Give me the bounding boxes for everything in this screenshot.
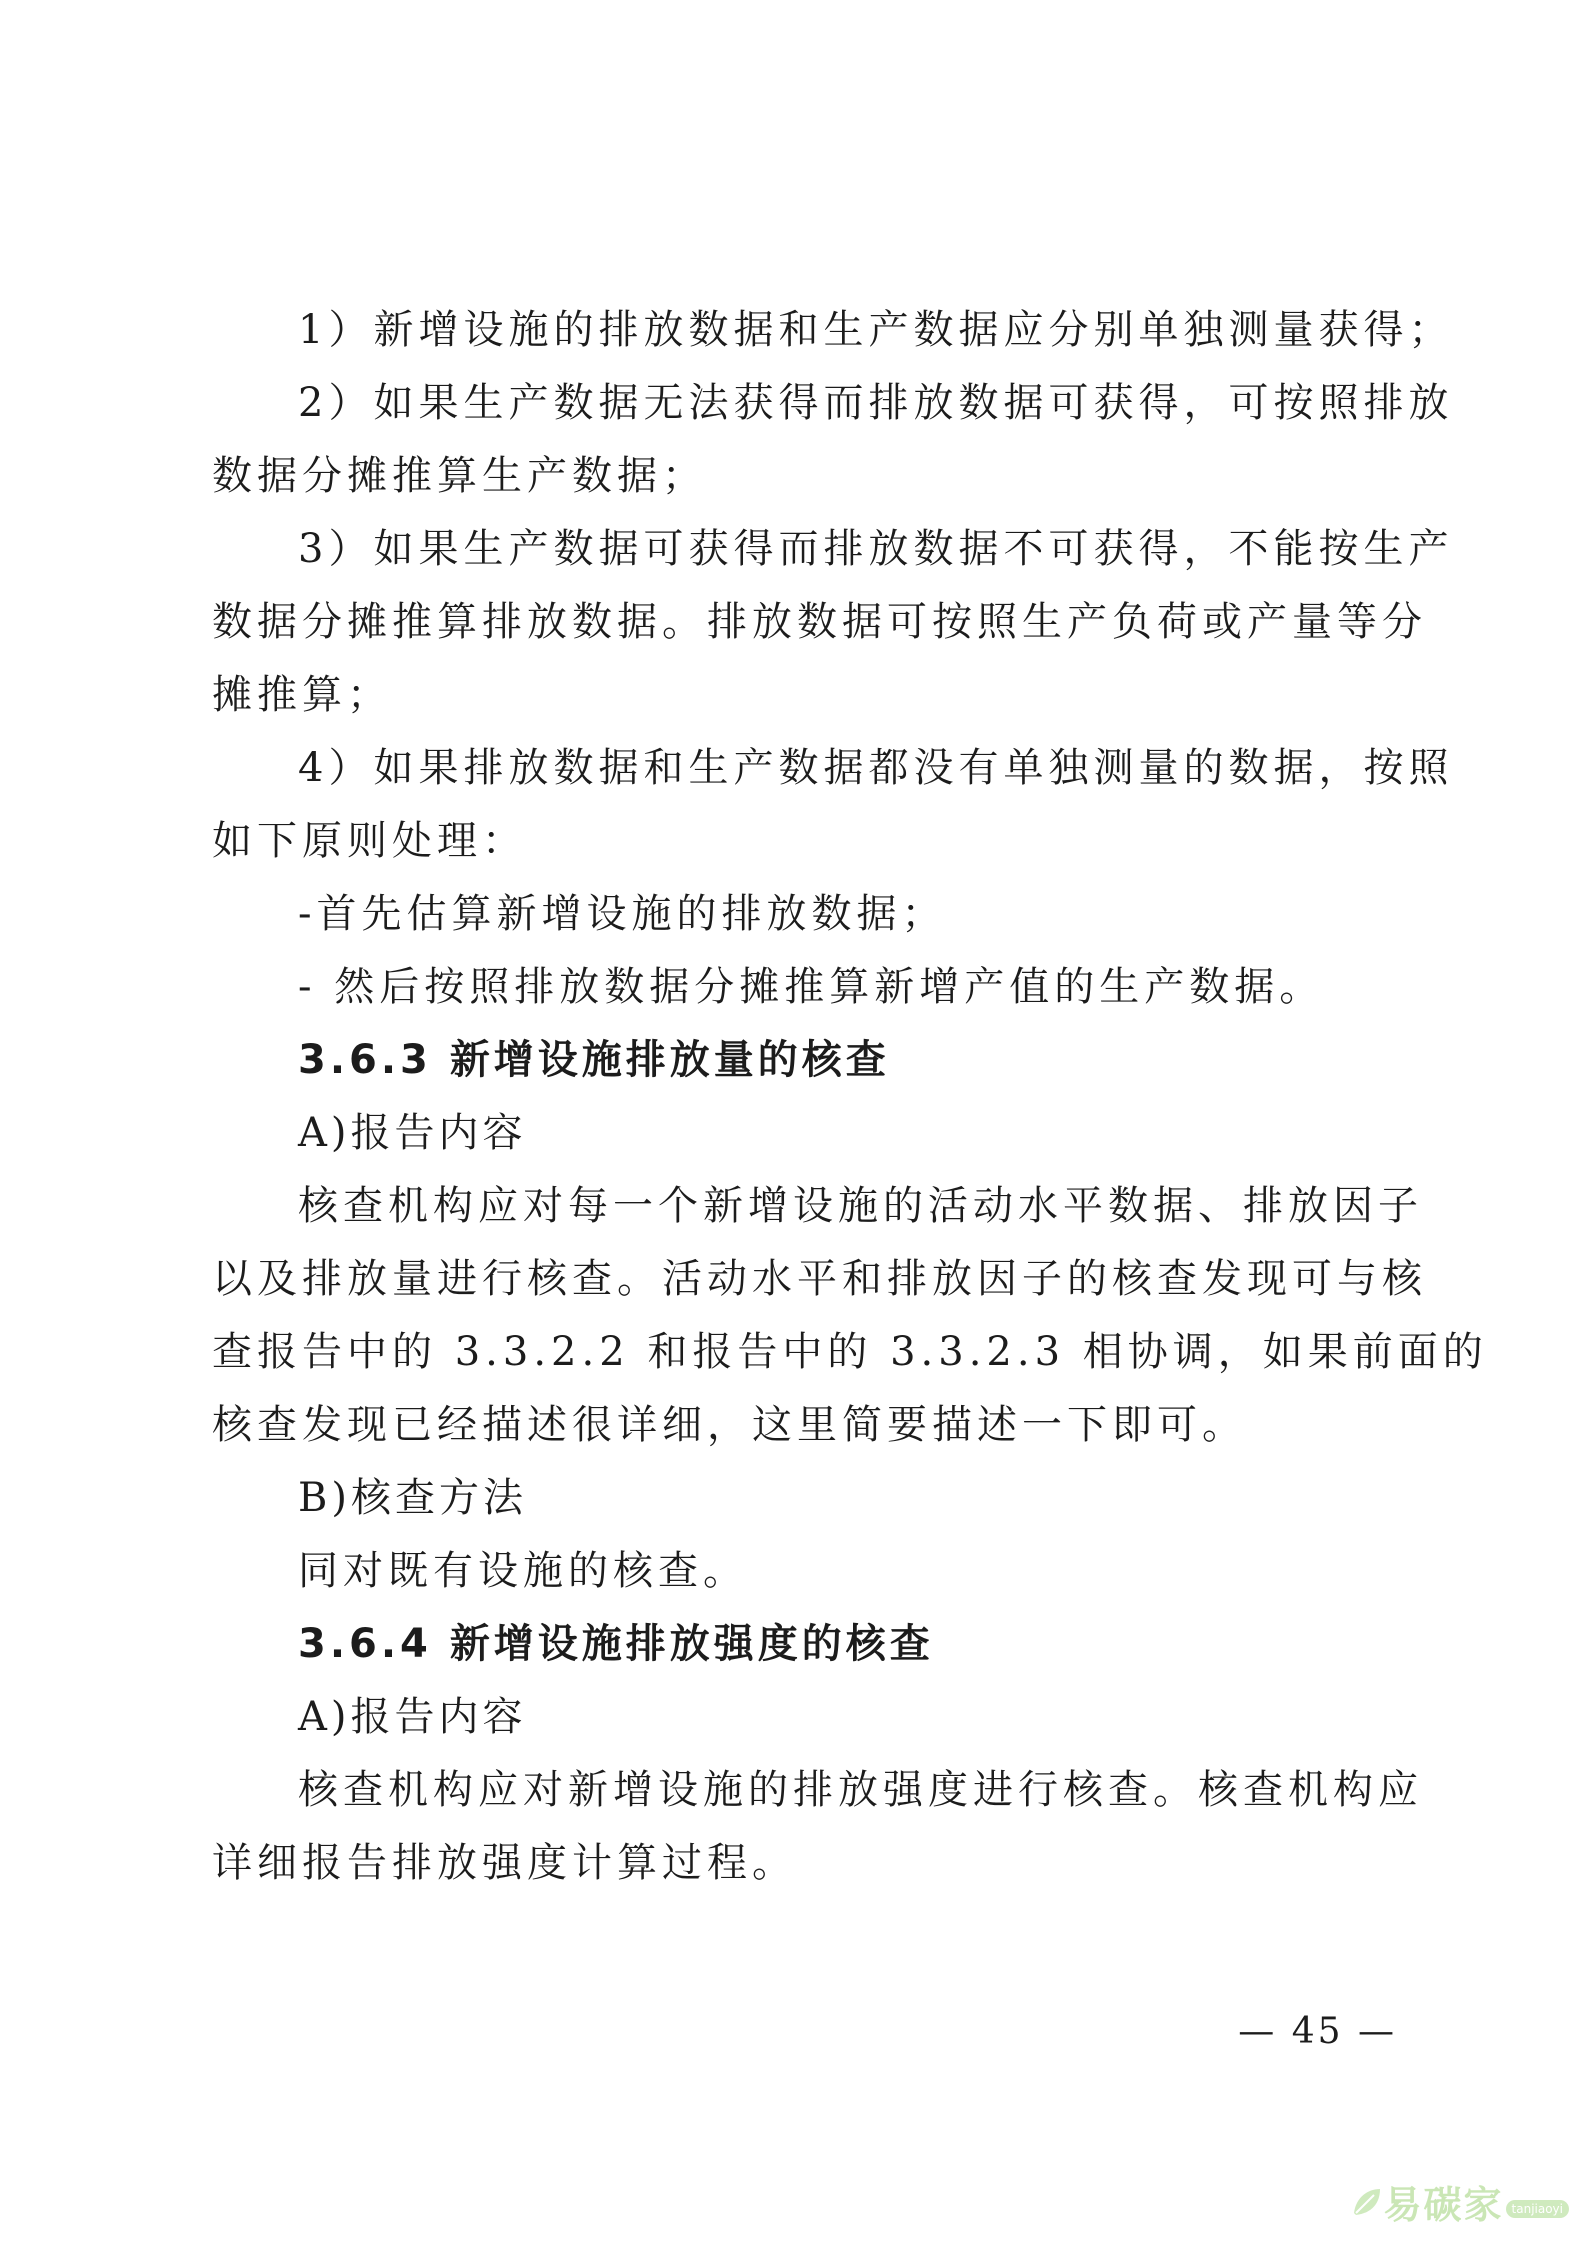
principle-item-1: -首先估算新增设施的排放数据； [298, 891, 947, 937]
paragraph-line: 同对既有设施的核查。 [298, 1548, 748, 1594]
list-item-4-line-2: 如下原则处理： [212, 818, 527, 864]
watermark-logo [1350, 2174, 1569, 2229]
list-item-2-line-2: 数据分摊推算生产数据； [212, 453, 707, 499]
list-item-2-line-1: 2）如果生产数据无法获得而排放数据可获得，可按照排放 [298, 380, 1454, 426]
list-item-1: 1）新增设施的排放数据和生产数据应分别单独测量获得； [298, 307, 1454, 353]
watermark-text: 易碳家 [1383, 2183, 1504, 2227]
leaf-icon [1350, 2185, 1384, 2219]
watermark-tag: tanjiaoyi [1506, 2200, 1569, 2218]
list-item-3-line-2: 数据分摊推算排放数据。排放数据可按照生产负荷或产量等分 [212, 599, 1427, 645]
subheading-report-content: A)报告内容 [298, 1110, 527, 1156]
paragraph-line: 详细报告排放强度计算过程。 [212, 1840, 797, 1886]
paragraph-line: 核查机构应对新增设施的排放强度进行核查。核查机构应 [298, 1767, 1423, 1813]
page-number: — 45 — [1238, 2011, 1397, 2052]
section-heading-3-6-3: 3.6.3 新增设施排放量的核查 [298, 1037, 890, 1083]
subheading-report-content: A)报告内容 [298, 1694, 527, 1740]
section-heading-3-6-4: 3.6.4 新增设施排放强度的核查 [298, 1621, 934, 1667]
paragraph-line: 核查发现已经描述很详细，这里简要描述一下即可。 [212, 1402, 1247, 1448]
paragraph-line: 查报告中的 3.3.2.2 和报告中的 3.3.2.3 相协调，如果前面的 [212, 1329, 1488, 1375]
paragraph-line: 核查机构应对每一个新增设施的活动水平数据、排放因子 [298, 1183, 1423, 1229]
paragraph-line: 以及排放量进行核查。活动水平和排放因子的核查发现可与核 [212, 1256, 1427, 1302]
list-item-4-line-1: 4）如果排放数据和生产数据都没有单独测量的数据，按照 [298, 745, 1454, 791]
subheading-verification-method: B)核查方法 [298, 1475, 527, 1521]
list-item-3-line-1: 3）如果生产数据可获得而排放数据不可获得，不能按生产 [298, 526, 1454, 572]
principle-item-2: - 然后按照排放数据分摊推算新增产值的生产数据。 [298, 964, 1325, 1010]
list-item-3-line-3: 摊推算； [212, 672, 392, 718]
